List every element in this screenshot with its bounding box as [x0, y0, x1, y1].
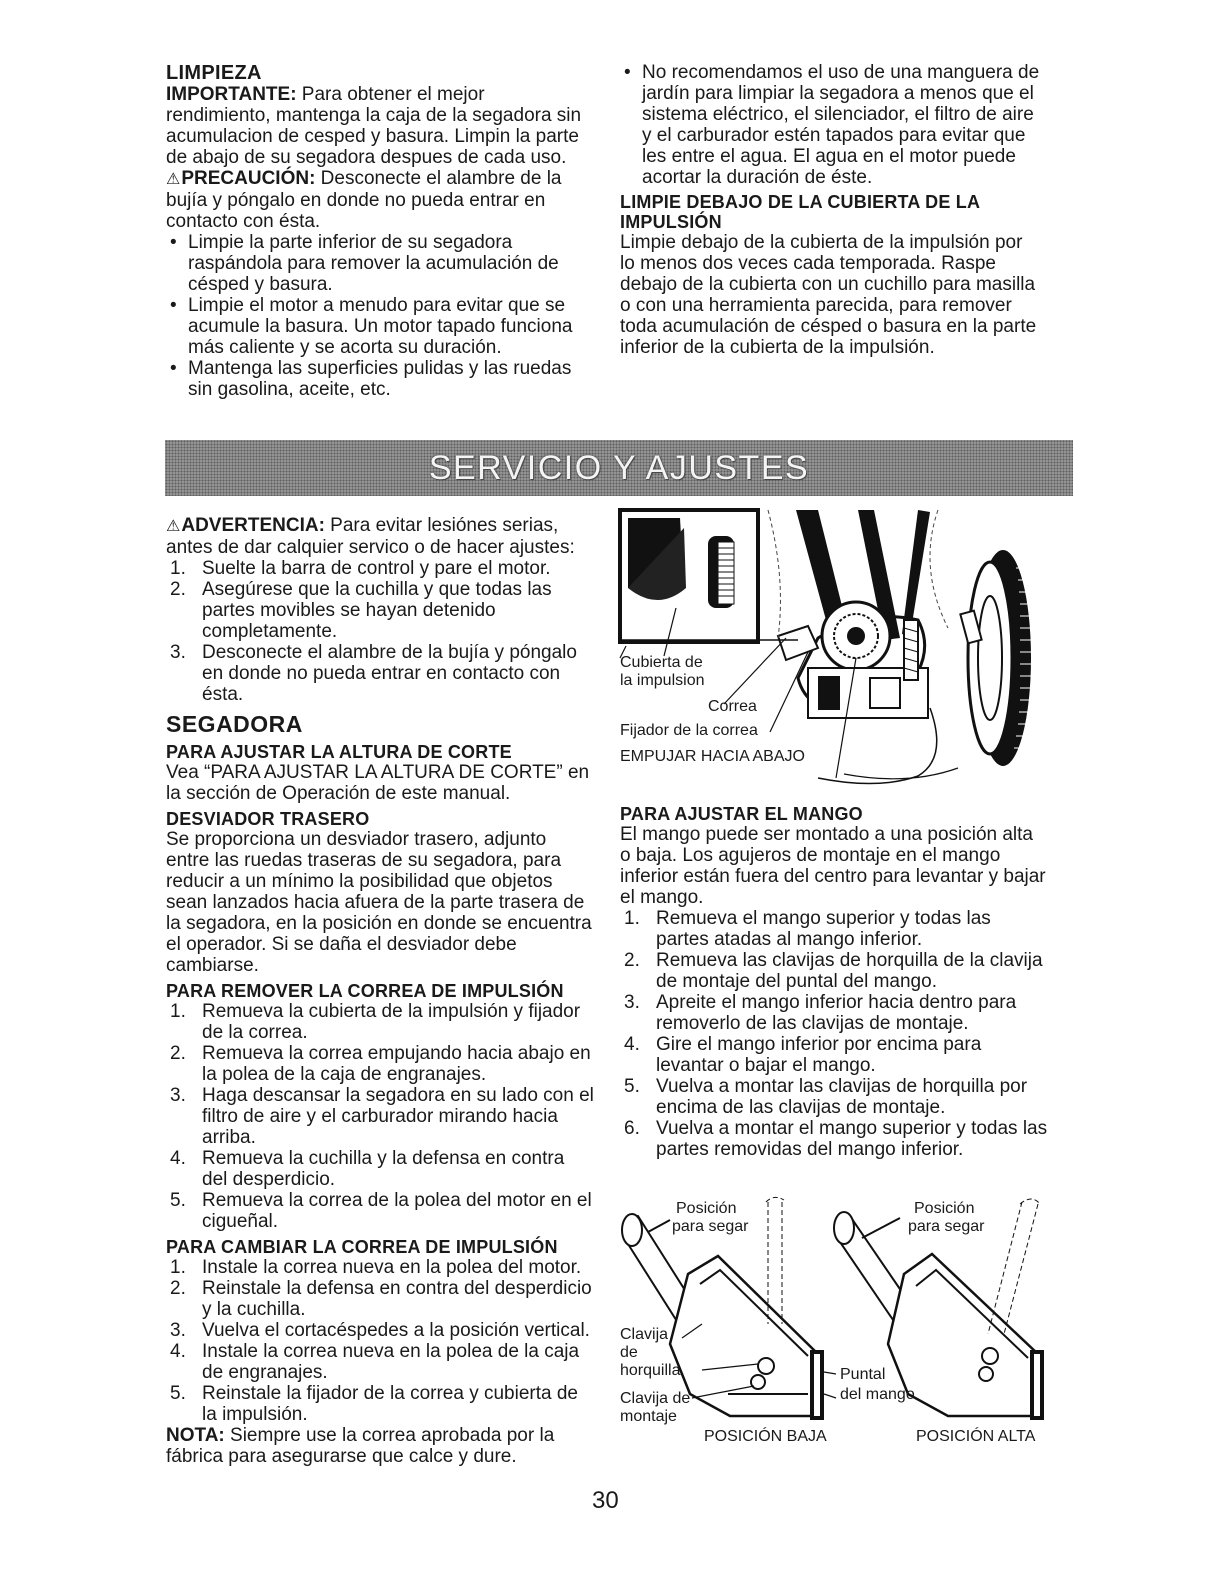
advertencia-paragraph [166, 515, 594, 558]
belt-figure [618, 508, 1058, 798]
label-puntal-line2: del mango [840, 1386, 915, 1403]
list-item: 3. Haga descansar la segadora en su lado con el filtro de aire y el carburador mirando hacia arriba. [170, 1085, 594, 1148]
label-posicion-right: Posición [914, 1200, 975, 1217]
label-montaje-line1: Clavija de [620, 1390, 691, 1407]
list-item: 3. Apreite el mango inferior hacia dentro para removerlo de las clavijas de montaje. [624, 992, 1017, 1034]
list-item: 1. Instale la correa nueva en la polea del motor. [170, 1257, 582, 1278]
warning-triangle-icon: ⚠ [166, 171, 181, 188]
label-correa: Correa [708, 698, 757, 715]
page-number: 30 [592, 1487, 619, 1514]
step-text: Gire el mango inferior por encima para levantar o bajar el mango. [656, 1034, 982, 1076]
step-text: Remueva la correa empujando hacia abajo en la polea de la caja de engranajes. [202, 1043, 591, 1085]
step-text: Remueva la cuchilla y la defensa en contra del desperdicio. [202, 1148, 565, 1190]
advertencia-label: ADVERTENCIA: [181, 515, 325, 536]
limpie-cubierta-text: Limpie debajo de la cubierta de la impulsión por lo menos dos veces cada temporada. Raspe debajo de la cubierta con un cuchillo para masilla o con una herramienta parecida, para remover toda acumulación de césped o basura en la parte inferior de la cubierta de la impulsión. [620, 232, 1037, 358]
label-clavija-line1: Clavija [620, 1326, 669, 1343]
precaucion-label: PRECAUCIÓN: [181, 168, 316, 189]
list-item: 4. Instale la correa nueva en la polea de la caja de engranajes. [170, 1341, 580, 1383]
precaucion-text: Desconecte el alambre de la bujía y póngalo en donde no pueda entrar en contacto con ésta. [166, 168, 562, 232]
remover-steps [166, 1001, 594, 1232]
list-item: • Limpie el motor a menudo para evitar que se acumule la basura. Un motor tapado funciona más caliente y se acorta su duración. [166, 295, 594, 358]
step-text: Asegúrese que la cuchilla y que todas las partes movibles se hayan detenido completamente. [202, 579, 552, 642]
list-item: 4. Gire el mango inferior por encima para levantar o bajar el mango. [624, 1034, 982, 1076]
step-text: Suelte la barra de control y pare el motor. [202, 558, 551, 579]
precaucion-paragraph [166, 168, 594, 232]
remover-correa-title: PARA REMOVER LA CORREA DE IMPULSIÓN [166, 981, 564, 1001]
desviador-title: DESVIADOR TRASERO [166, 809, 370, 829]
mango-section [620, 804, 1048, 1160]
step-text: Reinstale la defensa en contra del desperdicio y la cuchilla. [202, 1278, 592, 1320]
label-para-segar-left: para segar [672, 1218, 749, 1235]
list-item: 5. Reinstale la fijador de la correa y cubierta de la impulsión. [170, 1383, 578, 1425]
mango-title: PARA AJUSTAR EL MANGO [620, 804, 863, 824]
importante-paragraph [166, 84, 594, 168]
step-text: Instale la correa nueva en la polea de la caja de engranajes. [202, 1341, 580, 1383]
importante-text: Para obtener el mejor rendimiento, mantenga la caja de la segadora sin acumulacion de cesped y basura. Limpin la parte de abajo de su segadora despues de cada uso. [166, 84, 582, 168]
label-fijador: Fijador de la correa [620, 722, 758, 739]
list-item: • No recomendamos el uso de una manguera de jardín para limpiar la segadora a menos que el sistema eléctrico, el silenciador, el filtro de aire y el carburador estén tapados para evitar que les entre el agua. El agua en el motor puede acortar la duración de éste. [620, 62, 1040, 188]
section-banner [165, 440, 1073, 496]
label-puntal-line1: Puntal [840, 1366, 886, 1383]
segadora-title: SEGADORA [166, 711, 303, 737]
list-item: 5. Remueva la correa de la polea del motor en el cigueñal. [170, 1190, 592, 1232]
list-item: 2. Reinstale la defensa en contra del desperdicio y la cuchilla. [170, 1278, 592, 1320]
list-item: 3. Desconecte el alambre de la bujía y póngalo en donde no pueda entrar en contacto con ésta. [170, 642, 577, 705]
step-text: Remueva el mango superior y todas las partes atadas al mango inferior. [656, 908, 991, 950]
label-empujar: EMPUJAR HACIA ABAJO [620, 748, 805, 765]
importante-label: IMPORTANTE: [166, 84, 297, 105]
altura-title: PARA AJUSTAR LA ALTURA DE CORTE [166, 742, 512, 762]
list-item: • Limpie la parte inferior de su segadora raspándola para remover la acumulación de césped y basura. [166, 232, 594, 295]
label-posicion-left: Posición [676, 1200, 737, 1217]
label-clavija-line3: horquilla [620, 1362, 681, 1379]
list-item: 2. Remueva la correa empujando hacia abajo en la polea de la caja de engranajes. [170, 1043, 591, 1085]
warning-triangle-icon: ⚠ [166, 518, 181, 535]
altura-text: Vea “PARA AJUSTAR LA ALTURA DE CORTE” en la sección de Operación de este manual. [166, 762, 590, 804]
label-clavija-line2: de [620, 1344, 638, 1361]
list-item: 2. Asegúrese que la cuchilla y que todas las partes movibles se hayan detenido completamente. [170, 579, 552, 642]
label-posicion-alta: POSICIÓN ALTA [916, 1428, 1036, 1445]
advertencia-steps [166, 558, 594, 705]
list-item: 6. Vuelva a montar el mango superior y todas las partes removidas del mango inferior. [624, 1118, 1048, 1160]
step-text: Vuelva a montar las clavijas de horquilla por encima de las clavijas de montaje. [656, 1076, 1028, 1118]
list-item: 1. Suelte la barra de control y pare el motor. [170, 558, 551, 579]
mango-text: El mango puede ser montado a una posición alta o baja. Los agujeros de montaje en el mango inferior están fuera del centro para levantar y bajar el mango. [620, 824, 1046, 908]
list-item: • Mantenga las superficies pulidas y las ruedas sin gasolina, aceite, etc. [166, 358, 594, 400]
label-cubierta-line2: la impulsion [620, 672, 705, 689]
limpieza-bullets [166, 232, 594, 400]
step-text: Vuelva a montar el mango superior y todas las partes removidas del mango inferior. [656, 1118, 1048, 1160]
hose-bullet-list [620, 62, 1040, 188]
label-cubierta-line1: Cubierta de [620, 654, 703, 671]
limpieza-title: LIMPIEZA [166, 62, 262, 84]
step-text: Reinstale la fijador de la correa y cubierta de la impulsión. [202, 1383, 578, 1425]
list-item: 1. Remueva el mango superior y todas las partes atadas al mango inferior. [624, 908, 991, 950]
step-text: Haga descansar la segadora en su lado con el filtro de aire y el carburador mirando hacia arriba. [202, 1085, 594, 1148]
step-text: Remueva la cubierta de la impulsión y fijador de la correa. [202, 1001, 581, 1043]
list-item: 3. Vuelva el cortacéspedes a la posición vertical. [170, 1320, 590, 1341]
list-item: 5. Vuelva a montar las clavijas de horquilla por encima de las clavijas de montaje. [624, 1076, 1028, 1118]
label-montaje-line2: montaje [620, 1408, 677, 1425]
step-text: Vuelva el cortacéspedes a la posición vertical. [202, 1320, 590, 1341]
advertencia-text: Para evitar lesiónes serias, antes de dar calquier servico o de hacer ajustes: [166, 515, 575, 558]
label-para-segar-right: para segar [908, 1218, 985, 1235]
banner-title: SERVICIO Y AJUSTES [428, 448, 810, 487]
list-item: 1. Remueva la cubierta de la impulsión y fijador de la correa. [170, 1001, 581, 1043]
cambiar-steps [166, 1257, 594, 1425]
step-text: Remueva las clavijas de horquilla de la clavija de montaje del puntal del mango. [656, 950, 1043, 992]
handle-figure [618, 1194, 1058, 1454]
step-text: Apreite el mango inferior hacia dentro para removerlo de las clavijas de montaje. [656, 992, 1017, 1034]
step-text: Desconecte el alambre de la bujía y póngalo en donde no pueda entrar en contacto con ésta. [202, 642, 577, 705]
nota-paragraph [166, 1425, 594, 1467]
desviador-text: Se proporciona un desviador trasero, adjunto entre las ruedas traseras de su segadora, para reducir a un mínimo la posibilidad que objetos sean lanzados hacia afuera de la parte trasera de la segadora, en la posición en donde se encuentra el operador. Si se daña el desviador debe cambiarse. [166, 829, 592, 976]
list-item: 4. Remueva la cuchilla y la defensa en contra del desperdicio. [170, 1148, 565, 1190]
step-text: Instale la correa nueva en la polea del motor. [202, 1257, 582, 1278]
step-text: Remueva la correa de la polea del motor en el cigueñal. [202, 1190, 592, 1232]
limpieza-section [166, 62, 594, 400]
list-item: 2. Remueva las clavijas de horquilla de la clavija de montaje del puntal del mango. [624, 950, 1043, 992]
limpie-cubierta-title: LIMPIE DEBAJO DE LA CUBIERTA DE LA IMPULSIÓN [620, 192, 980, 232]
servicio-left-column [166, 515, 594, 1467]
cambiar-correa-title: PARA CAMBIAR LA CORREA DE IMPULSIÓN [166, 1237, 558, 1257]
nota-label: NOTA: [166, 1425, 225, 1446]
limpieza-right-section [620, 62, 1040, 358]
nota-text: Siempre use la correa aprobada por la fábrica para asegurarse que calce y dure. [166, 1425, 555, 1467]
label-posicion-baja: POSICIÓN BAJA [704, 1428, 827, 1445]
mango-steps [620, 908, 1048, 1160]
